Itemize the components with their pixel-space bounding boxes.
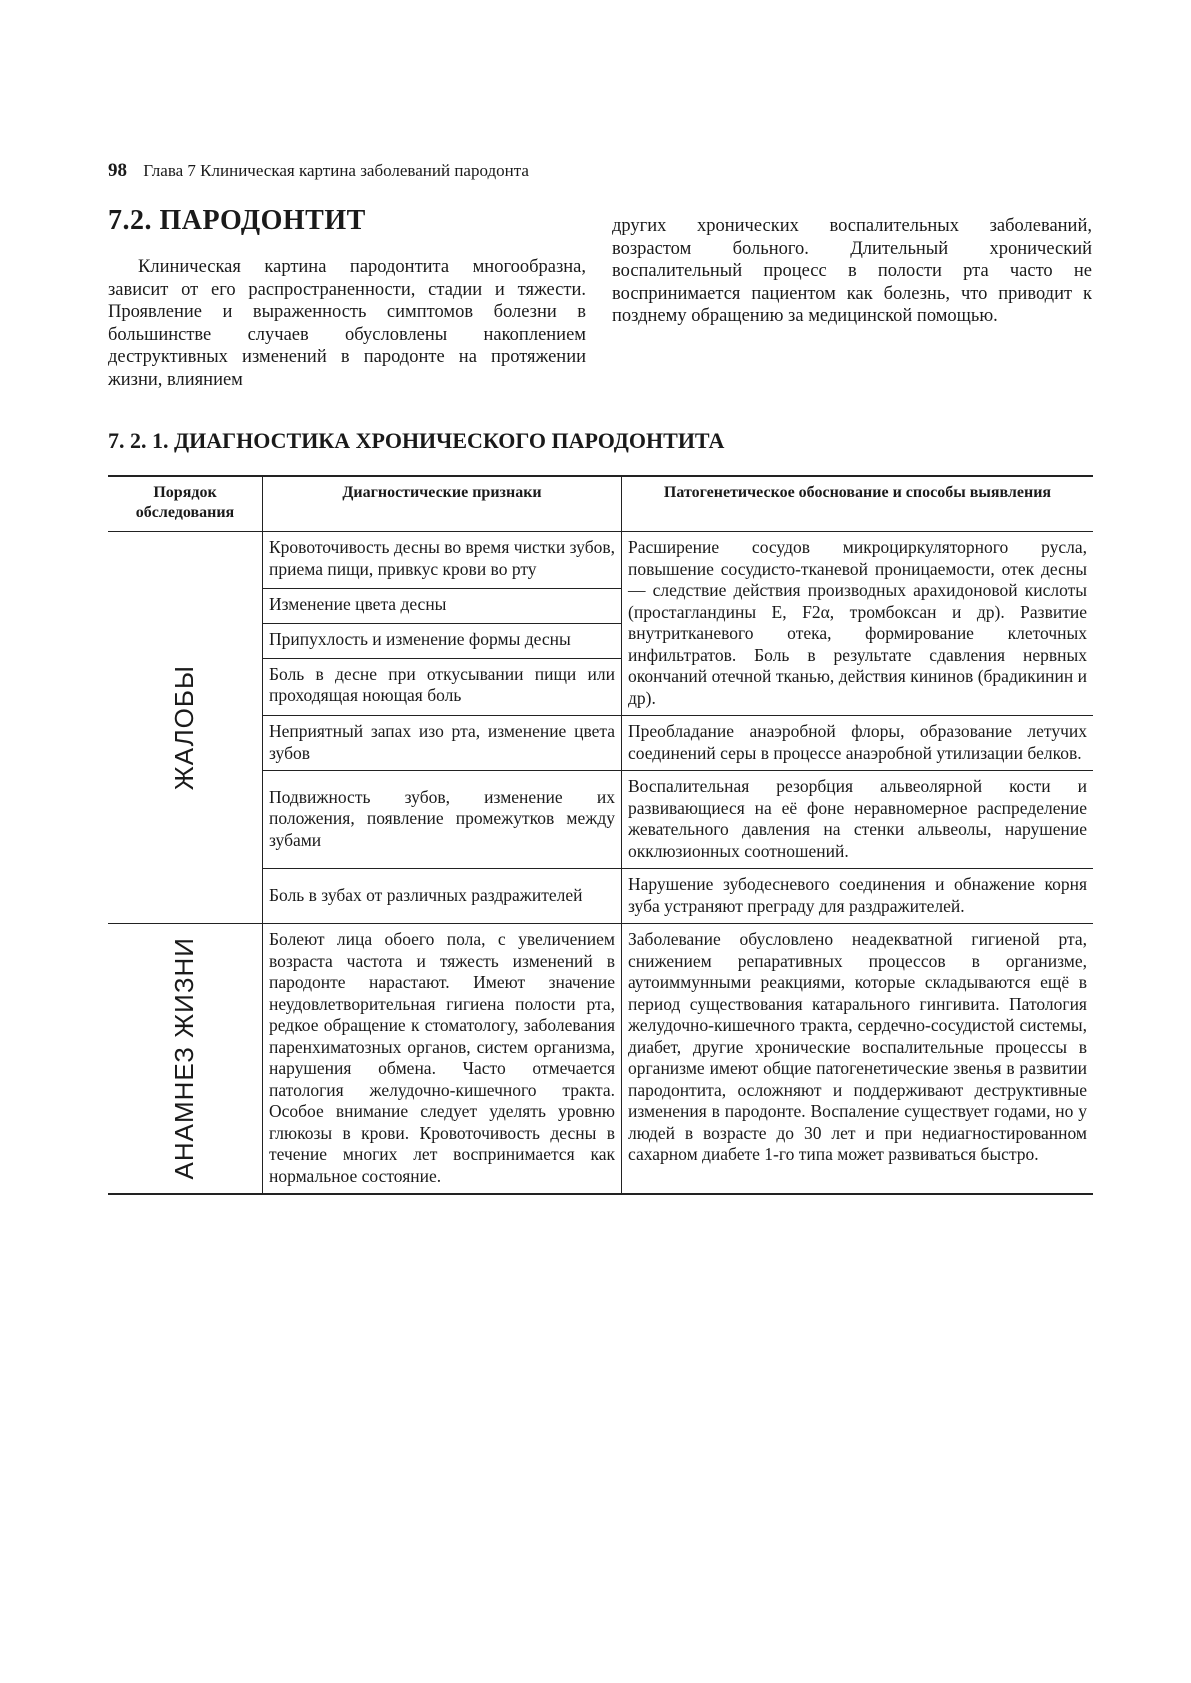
rationale-cell: Нарушение зубодесневого соединения и обнажение корня зуба устраняют преграду для раздражителей. [622, 869, 1094, 924]
sign-cell: Кровоточивость десны во время чистки зубов, приема пищи, привкус крови во рту [263, 532, 622, 589]
sign-cell: Болеют лица обоего пола, с увеличением возраста частота и тяжесть изменений в пародонте нарастают. Имеют значение неудовлетворительная гигиена полости рта, редкое обращение к стоматологу, заболевания паренхиматозных органов, систем организма, нарушения обмена. Часто отмечается патология желудочно-кишечного тракта. Особое внимание следует уделять уровню глюкозы в крови. Кровоточивость десны в течение многих лет воспринимается как нормальное состояние. [263, 924, 622, 1195]
group-label-life-history: АНАМНЕЗ ЖИЗНИ [169, 937, 200, 1180]
header-exam-order: Порядок обследования [108, 476, 263, 532]
header-diagnostic-signs: Диагностические признаки [263, 476, 622, 532]
sign-cell: Боль в зубах от различных раздражителей [263, 869, 622, 924]
chapter-title: Глава 7 Клиническая картина заболеваний пародонта [143, 161, 529, 180]
sign-cell: Подвижность зубов, изменение их положения, появление промежутков между зубами [263, 771, 622, 869]
sign-cell: Изменение цвета десны [263, 589, 622, 624]
table-header-row [108, 476, 1093, 532]
table-row [108, 924, 1093, 1195]
page-number: 98 [108, 160, 127, 181]
group-label-complaints: ЖАЛОБЫ [169, 664, 200, 791]
diagnostics-table [108, 475, 1093, 1195]
rationale-cell: Преобладание анаэробной флоры, образование летучих соединений серы в процессе анаэробной утилизации белков. [622, 716, 1094, 771]
sign-cell: Припухлость и изменение формы десны [263, 623, 622, 658]
sign-cell: Неприятный запах изо рта, изменение цвета зубов [263, 716, 622, 771]
table-row [108, 532, 1093, 589]
subsection-title: 7. 2. 1. ДИАГНОСТИКА ХРОНИЧЕСКОГО ПАРОДОНТИТА [108, 428, 725, 453]
section-title: 7.2. ПАРОДОНТИТ [108, 205, 366, 236]
group-cell-complaints [108, 532, 263, 924]
rationale-cell: Расширение сосудов микроциркуляторного русла, повышение сосудисто-тканевой проницаемости, отек десны — следствие действия производных арахидоновой кислоты (простагландины Е, F2α, тромбоксан и др). Развитие внутритканевого отека, формирование клеточных инфильтратов. Боль в результате сдавления нервных окончаний отечной тканью, действия кининов (брадикинин и др). [622, 532, 1094, 716]
sign-cell: Боль в десне при откусывании пищи или проходящая ноющая боль [263, 658, 622, 715]
intro-paragraph-right: других хронических воспалительных заболеваний, возрастом больного. Длительный хронический воспалительный процесс в полости рта часто не воспринимается пациентом как болезнь, что приводит к позднему обращению за медицинской помощью. [612, 216, 1092, 326]
rationale-cell: Воспалительная резорбция альвеолярной кости и развивающиеся на её фоне неравномерное распределение жевательного давления на стенки альвеолы, нарушение окклюзионных соотношений. [622, 771, 1094, 869]
group-cell-life-history [108, 924, 263, 1195]
rationale-cell: Заболевание обусловлено неадекватной гигиеной рта, снижением репаративных процессов в организме, аутоиммунными реакциями, которые складываются ещё в период существования катарального гингивита. Патология желудочно-кишечного тракта, сердечно-сосудистой системы, диабет, другие хронические воспалительные процессы в организме имеют общие патогенетические звенья в развитии пародонтита, осложняют и поддерживают деструктивные изменения в пародонте. Воспаление существует годами, но у людей в возрасте до 30 лет и при недиагностированном сахарном диабете 1-го типа может развиваться быстро. [622, 924, 1094, 1195]
header-rationale: Патогенетическое обоснование и способы выявления [622, 476, 1094, 532]
intro-paragraph-left: Клиническая картина пародонтита многообразна, зависит от его распространенности, стадии и тяжести. Проявление и выраженность симптомов болезни в большинстве случаев обусловлены накоплением деструктивных изменений в пародонте на протяжении жизни, влиянием [108, 257, 586, 390]
running-head [108, 160, 529, 182]
